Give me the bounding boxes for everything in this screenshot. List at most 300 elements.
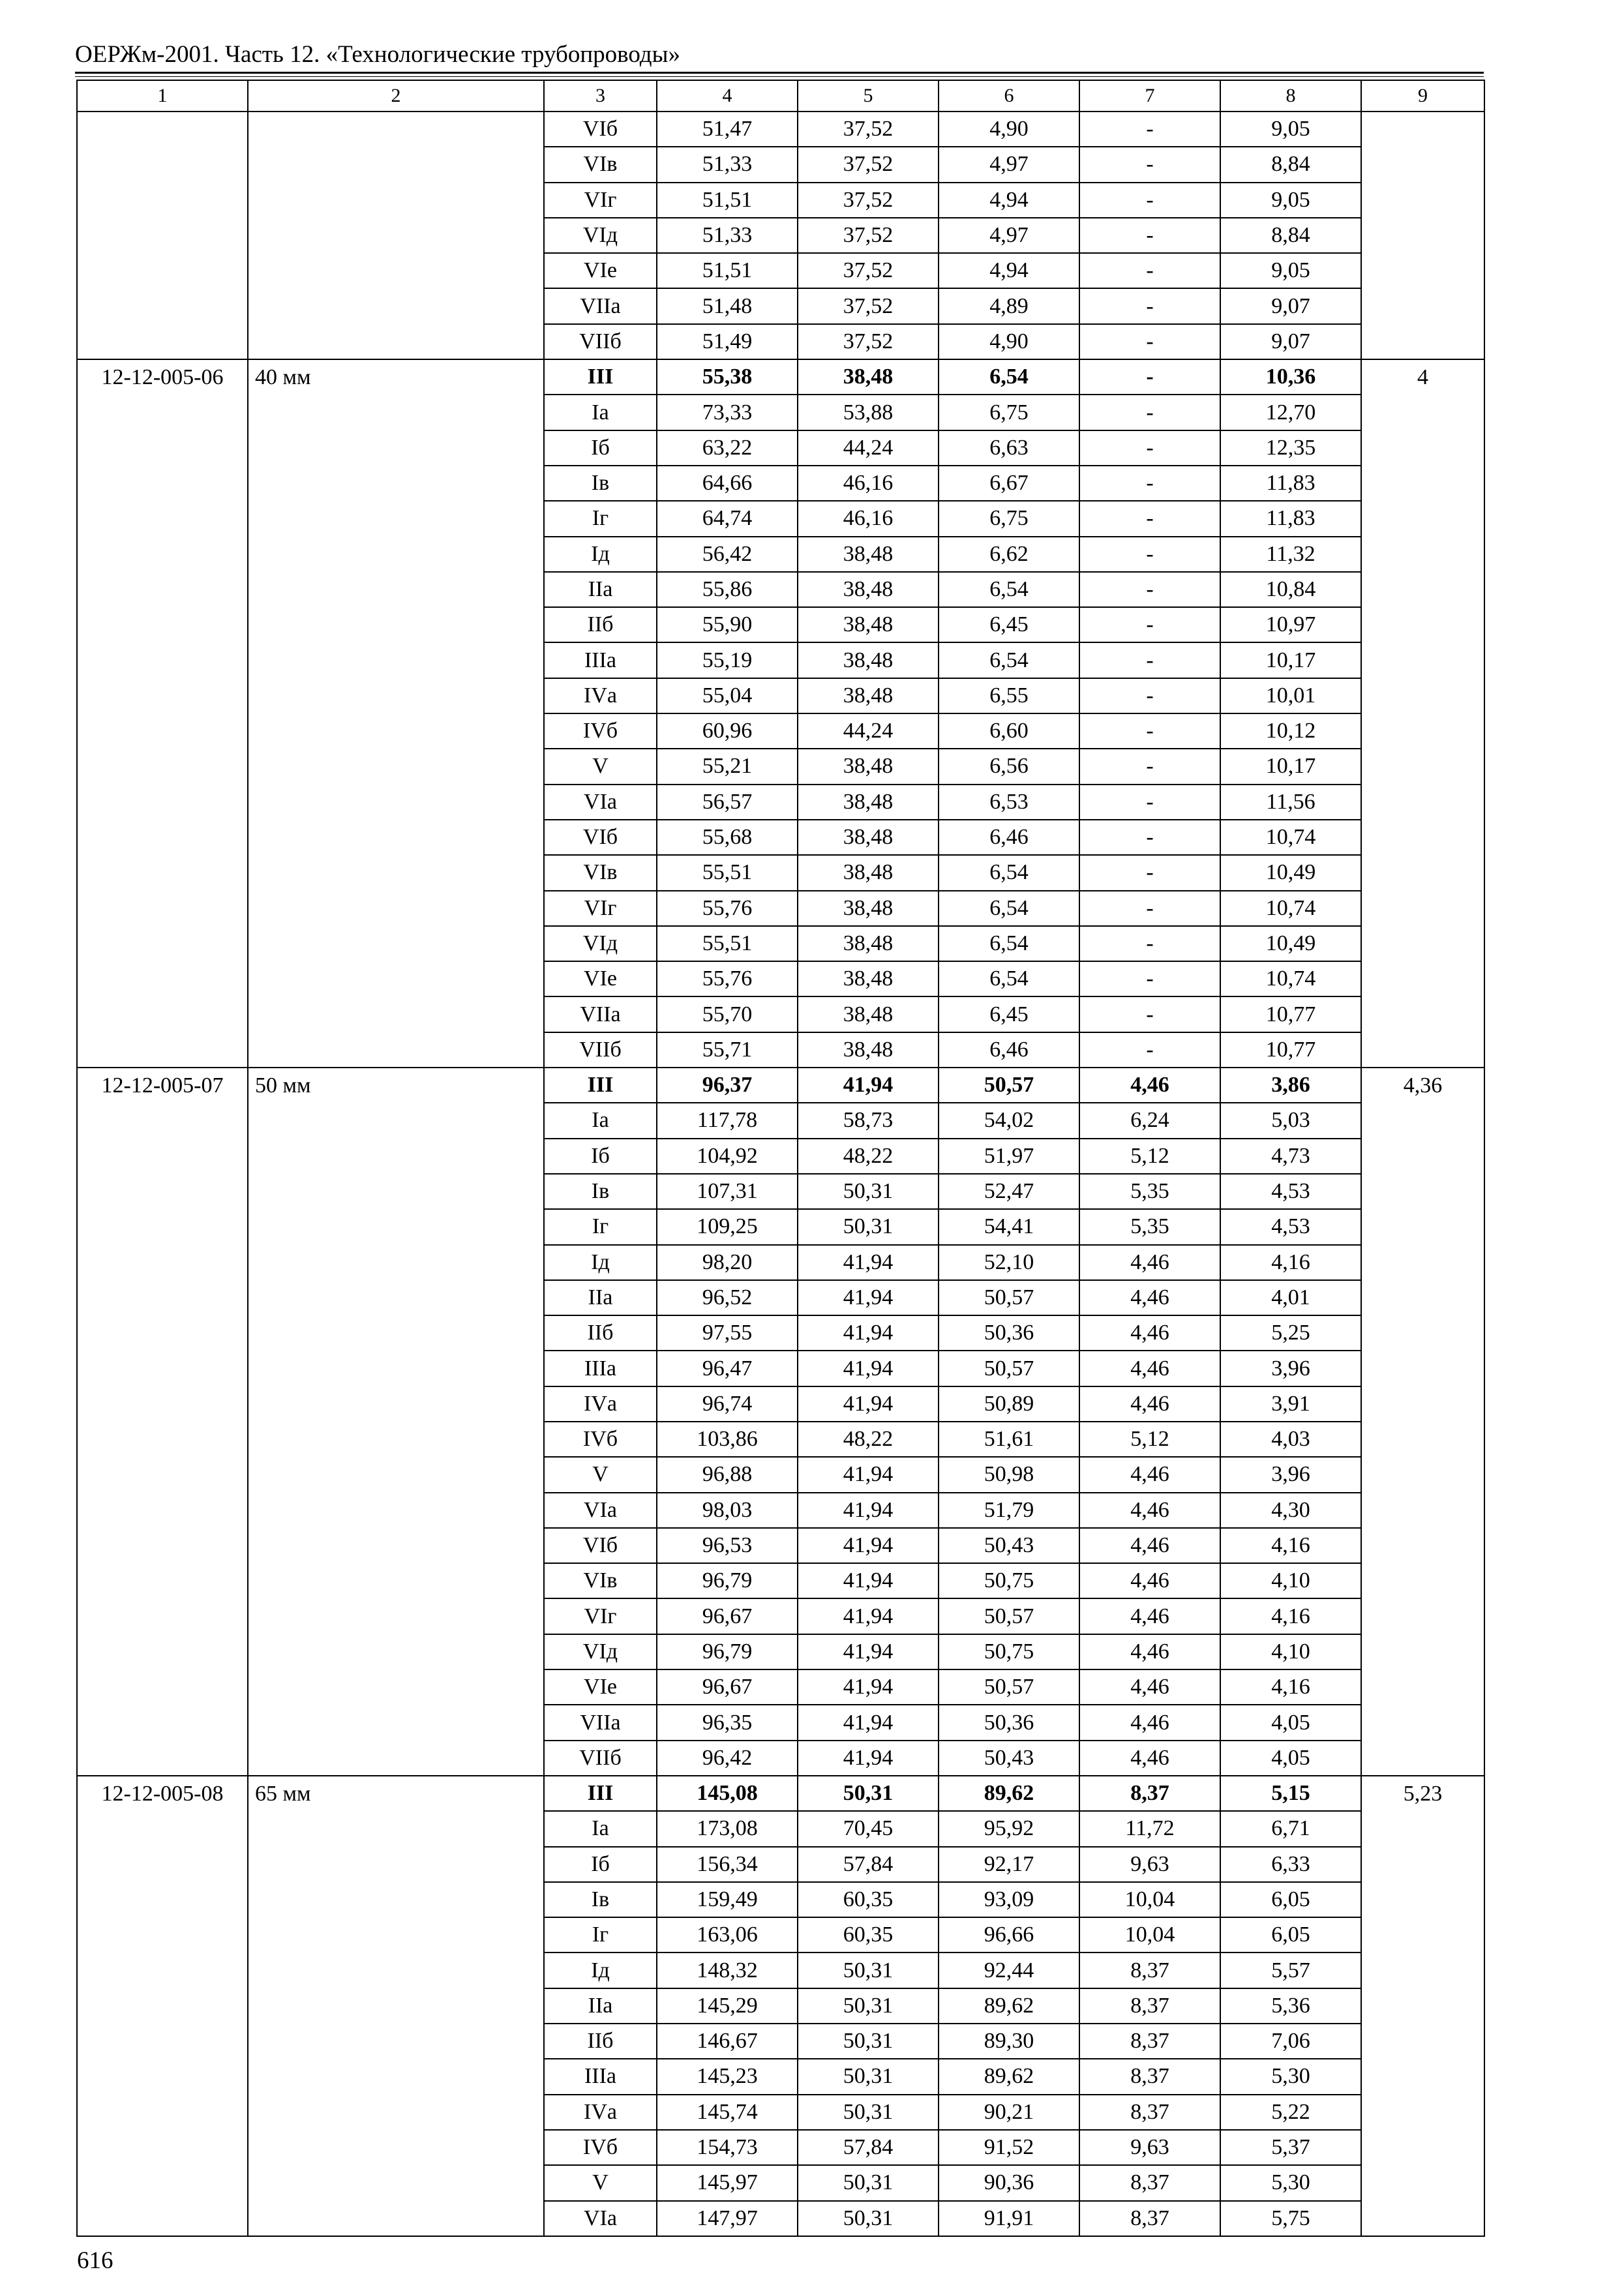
value-cell-col8: 5,36 (1220, 1988, 1361, 2024)
zone-cell: IVа (544, 2095, 657, 2130)
value-cell-col7: - (1079, 1032, 1220, 1068)
value-cell-col5: 37,52 (798, 288, 939, 323)
column-header-row (77, 80, 1484, 112)
value-cell-col6: 52,10 (939, 1245, 1079, 1280)
zone-cell: Iг (544, 1209, 657, 1244)
value-cell-col4: 64,74 (657, 501, 798, 536)
value-cell-col4: 51,48 (657, 288, 798, 323)
value-cell-col8: 4,53 (1220, 1209, 1361, 1244)
zone-cell: IIа (544, 1988, 657, 2024)
value-cell-col7: - (1079, 395, 1220, 430)
zone-cell: Iг (544, 1917, 657, 1952)
value-cell-col8: 9,05 (1220, 183, 1361, 218)
value-cell-col8: 9,07 (1220, 324, 1361, 359)
value-cell-col7: 4,46 (1079, 1280, 1220, 1315)
value-cell-col8: 4,05 (1220, 1741, 1361, 1776)
value-cell-col7: 5,12 (1079, 1422, 1220, 1457)
value-cell-col6: 89,62 (939, 1776, 1079, 1811)
value-cell-col5: 50,31 (798, 2165, 939, 2200)
value-cell-col4: 103,86 (657, 1422, 798, 1457)
zone-cell: Iб (544, 1847, 657, 1882)
value-cell-col5: 38,48 (798, 678, 939, 713)
value-cell-col7: 9,63 (1079, 1847, 1220, 1882)
value-cell-col7: 10,04 (1079, 1882, 1220, 1917)
value-cell-col5: 50,31 (798, 1952, 939, 1988)
value-cell-col7: - (1079, 112, 1220, 147)
zone-cell: VIв (544, 1563, 657, 1598)
value-cell-col5: 41,94 (798, 1741, 939, 1776)
column-header-4: 4 (657, 80, 798, 112)
value-cell-col7: 4,46 (1079, 1493, 1220, 1528)
value-cell-col5: 41,94 (798, 1634, 939, 1669)
value-cell-col5: 37,52 (798, 147, 939, 182)
value-cell-col4: 60,96 (657, 713, 798, 749)
value-cell-col5: 38,48 (798, 642, 939, 678)
value-cell-col6: 6,55 (939, 678, 1079, 713)
value-cell-col6: 6,62 (939, 537, 1079, 572)
zone-cell: IIа (544, 1280, 657, 1315)
value-cell-col8: 5,22 (1220, 2095, 1361, 2130)
value-cell-col8: 4,16 (1220, 1245, 1361, 1280)
zone-cell: IVб (544, 713, 657, 749)
column-header-9: 9 (1361, 80, 1484, 112)
zone-cell: VIе (544, 1669, 657, 1705)
value-cell-col6: 6,54 (939, 642, 1079, 678)
value-cell-col8: 10,49 (1220, 926, 1361, 961)
value-cell-col8: 9,05 (1220, 253, 1361, 288)
value-cell-col8: 10,36 (1220, 359, 1361, 395)
value-cell-col6: 89,62 (939, 1988, 1079, 2024)
value-cell-col4: 146,67 (657, 2024, 798, 2059)
value-cell-col6: 51,97 (939, 1139, 1079, 1174)
column-header-5: 5 (798, 80, 939, 112)
value-cell-col7: - (1079, 147, 1220, 182)
value-cell-col8: 5,30 (1220, 2059, 1361, 2094)
value-cell-col5: 38,48 (798, 359, 939, 395)
value-cell-col4: 51,47 (657, 112, 798, 147)
zone-cell: IIIа (544, 642, 657, 678)
value-cell-col6: 50,57 (939, 1068, 1079, 1103)
zone-cell: VIIа (544, 996, 657, 1032)
value-cell-col5: 48,22 (798, 1139, 939, 1174)
value-cell-col4: 51,51 (657, 253, 798, 288)
zone-cell: VIе (544, 253, 657, 288)
value-cell-col4: 96,79 (657, 1563, 798, 1598)
value-cell-col8: 10,77 (1220, 1032, 1361, 1068)
value-cell-col4: 148,32 (657, 1952, 798, 1988)
value-cell-col7: 11,72 (1079, 1811, 1220, 1846)
column-header-1: 1 (77, 80, 248, 112)
page-header: ОЕРЖм-2001. Часть 12. «Технологические трубопроводы» (75, 41, 680, 68)
col9-cell: 4 (1361, 359, 1484, 1068)
value-cell-col5: 48,22 (798, 1422, 939, 1457)
value-cell-col4: 55,38 (657, 359, 798, 395)
value-cell-col4: 55,71 (657, 1032, 798, 1068)
value-cell-col6: 4,90 (939, 112, 1079, 147)
value-cell-col5: 38,48 (798, 607, 939, 642)
value-cell-col6: 95,92 (939, 1811, 1079, 1846)
zone-cell: IIIа (544, 1351, 657, 1386)
zone-cell: VIд (544, 1634, 657, 1669)
value-cell-col4: 147,97 (657, 2201, 798, 2236)
value-cell-col8: 11,83 (1220, 466, 1361, 501)
value-cell-col6: 50,57 (939, 1280, 1079, 1315)
value-cell-col7: 8,37 (1079, 1776, 1220, 1811)
value-cell-col7: 8,37 (1079, 2201, 1220, 2236)
value-cell-col8: 4,30 (1220, 1493, 1361, 1528)
column-header-8: 8 (1220, 80, 1361, 112)
value-cell-col6: 6,54 (939, 359, 1079, 395)
value-cell-col8: 5,57 (1220, 1952, 1361, 1988)
value-cell-col7: 4,46 (1079, 1705, 1220, 1740)
zone-cell: VIд (544, 218, 657, 253)
value-cell-col4: 96,74 (657, 1386, 798, 1422)
value-cell-col6: 89,30 (939, 2024, 1079, 2059)
zone-cell: VIIб (544, 1741, 657, 1776)
value-cell-col8: 4,05 (1220, 1705, 1361, 1740)
value-cell-col5: 41,94 (798, 1280, 939, 1315)
value-cell-col5: 41,94 (798, 1351, 939, 1386)
value-cell-col6: 50,57 (939, 1351, 1079, 1386)
value-cell-col7: 8,37 (1079, 2024, 1220, 2059)
value-cell-col5: 41,94 (798, 1598, 939, 1634)
value-cell-col6: 6,67 (939, 466, 1079, 501)
value-cell-col7: 4,46 (1079, 1315, 1220, 1351)
zone-cell: VIг (544, 1598, 657, 1634)
diameter-cell: 40 мм (248, 359, 544, 1068)
rate-code-cell: 12-12-005-06 (77, 359, 248, 1068)
zone-cell: VIв (544, 855, 657, 890)
value-cell-col4: 55,19 (657, 642, 798, 678)
value-cell-col4: 55,86 (657, 572, 798, 607)
value-cell-col7: 4,46 (1079, 1634, 1220, 1669)
zone-cell: IVб (544, 2130, 657, 2165)
zone-cell: IIб (544, 1315, 657, 1351)
value-cell-col8: 10,49 (1220, 855, 1361, 890)
value-cell-col4: 145,74 (657, 2095, 798, 2130)
rate-code-cell: 12-12-005-08 (77, 1776, 248, 2236)
value-cell-col8: 12,70 (1220, 395, 1361, 430)
zone-cell: III (544, 359, 657, 395)
column-header-6: 6 (939, 80, 1079, 112)
value-cell-col7: - (1079, 855, 1220, 890)
value-cell-col5: 41,94 (798, 1563, 939, 1598)
value-cell-col5: 38,48 (798, 537, 939, 572)
value-cell-col8: 11,83 (1220, 501, 1361, 536)
value-cell-col5: 46,16 (798, 501, 939, 536)
value-cell-col4: 55,90 (657, 607, 798, 642)
value-cell-col5: 41,94 (798, 1068, 939, 1103)
rates-table-body (77, 80, 1484, 2236)
value-cell-col6: 50,75 (939, 1634, 1079, 1669)
value-cell-col7: 5,35 (1079, 1209, 1220, 1244)
value-cell-col8: 6,71 (1220, 1811, 1361, 1846)
value-cell-col5: 38,48 (798, 749, 939, 784)
value-cell-col7: 10,04 (1079, 1917, 1220, 1952)
zone-cell: Iд (544, 1952, 657, 1988)
value-cell-col4: 51,51 (657, 183, 798, 218)
value-cell-col8: 4,03 (1220, 1422, 1361, 1457)
value-cell-col6: 51,61 (939, 1422, 1079, 1457)
value-cell-col4: 96,67 (657, 1598, 798, 1634)
value-cell-col4: 55,51 (657, 855, 798, 890)
value-cell-col7: 4,46 (1079, 1669, 1220, 1705)
value-cell-col7: 4,46 (1079, 1068, 1220, 1103)
value-cell-col6: 50,57 (939, 1598, 1079, 1634)
table-row (77, 1776, 1484, 1811)
value-cell-col4: 56,42 (657, 537, 798, 572)
zone-cell: VIг (544, 891, 657, 926)
zone-cell: VIг (544, 183, 657, 218)
value-cell-col7: 5,12 (1079, 1139, 1220, 1174)
zone-cell: VIа (544, 2201, 657, 2236)
value-cell-col4: 145,29 (657, 1988, 798, 2024)
value-cell-col7: 4,46 (1079, 1351, 1220, 1386)
value-cell-col4: 98,20 (657, 1245, 798, 1280)
value-cell-col5: 50,31 (798, 2059, 939, 2094)
value-cell-col7: - (1079, 820, 1220, 855)
value-cell-col8: 10,17 (1220, 749, 1361, 784)
zone-cell: Iд (544, 537, 657, 572)
value-cell-col7: 4,46 (1079, 1457, 1220, 1492)
value-cell-col5: 37,52 (798, 218, 939, 253)
col9-cell-empty (1361, 112, 1484, 359)
zone-cell: VIд (544, 926, 657, 961)
value-cell-col7: 4,46 (1079, 1741, 1220, 1776)
diameter-cell: 65 мм (248, 1776, 544, 2236)
value-cell-col5: 37,52 (798, 183, 939, 218)
value-cell-col5: 41,94 (798, 1386, 939, 1422)
value-cell-col8: 3,91 (1220, 1386, 1361, 1422)
column-header-3: 3 (544, 80, 657, 112)
value-cell-col5: 46,16 (798, 466, 939, 501)
zone-cell: VIIа (544, 1705, 657, 1740)
zone-cell: V (544, 1457, 657, 1492)
value-cell-col7: 6,24 (1079, 1103, 1220, 1138)
value-cell-col5: 38,48 (798, 926, 939, 961)
value-cell-col6: 90,21 (939, 2095, 1079, 2130)
value-cell-col5: 58,73 (798, 1103, 939, 1138)
table-row (77, 1068, 1484, 1103)
zone-cell: Iв (544, 466, 657, 501)
value-cell-col6: 91,52 (939, 2130, 1079, 2165)
value-cell-col6: 6,54 (939, 891, 1079, 926)
zone-cell: Iд (544, 1245, 657, 1280)
value-cell-col5: 38,48 (798, 996, 939, 1032)
value-cell-col4: 163,06 (657, 1917, 798, 1952)
value-cell-col5: 57,84 (798, 2130, 939, 2165)
value-cell-col4: 104,92 (657, 1139, 798, 1174)
value-cell-col6: 6,46 (939, 820, 1079, 855)
table-row (77, 359, 1484, 395)
value-cell-col7: - (1079, 607, 1220, 642)
value-cell-col8: 5,25 (1220, 1315, 1361, 1351)
col9-cell: 4,36 (1361, 1068, 1484, 1776)
value-cell-col6: 96,66 (939, 1917, 1079, 1952)
value-cell-col8: 9,07 (1220, 288, 1361, 323)
value-cell-col8: 7,06 (1220, 2024, 1361, 2059)
value-cell-col4: 51,33 (657, 218, 798, 253)
value-cell-col8: 4,16 (1220, 1669, 1361, 1705)
page-number: 616 (77, 2247, 113, 2274)
value-cell-col8: 5,30 (1220, 2165, 1361, 2200)
value-cell-col8: 6,33 (1220, 1847, 1361, 1882)
zone-cell: IIб (544, 2024, 657, 2059)
value-cell-col8: 11,32 (1220, 537, 1361, 572)
value-cell-col4: 55,70 (657, 996, 798, 1032)
value-cell-col4: 96,79 (657, 1634, 798, 1669)
value-cell-col5: 38,48 (798, 572, 939, 607)
value-cell-col6: 91,91 (939, 2201, 1079, 2236)
header-rule (75, 72, 1484, 74)
value-cell-col5: 41,94 (798, 1669, 939, 1705)
value-cell-col8: 10,17 (1220, 642, 1361, 678)
value-cell-col8: 12,35 (1220, 430, 1361, 466)
value-cell-col7: - (1079, 253, 1220, 288)
value-cell-col4: 145,23 (657, 2059, 798, 2094)
value-cell-col4: 96,88 (657, 1457, 798, 1492)
value-cell-col4: 55,68 (657, 820, 798, 855)
value-cell-col6: 4,94 (939, 253, 1079, 288)
zone-cell: VIв (544, 147, 657, 182)
value-cell-col7: - (1079, 466, 1220, 501)
value-cell-col7: 5,35 (1079, 1174, 1220, 1209)
diameter-cell: 50 мм (248, 1068, 544, 1776)
value-cell-col4: 117,78 (657, 1103, 798, 1138)
column-header-7: 7 (1079, 80, 1220, 112)
value-cell-col5: 38,48 (798, 891, 939, 926)
value-cell-col6: 50,98 (939, 1457, 1079, 1492)
zone-cell: VIIб (544, 1032, 657, 1068)
header-rule-thin (75, 76, 1484, 77)
value-cell-col6: 92,17 (939, 1847, 1079, 1882)
value-cell-col4: 107,31 (657, 1174, 798, 1209)
value-cell-col4: 55,76 (657, 891, 798, 926)
value-cell-col6: 51,79 (939, 1493, 1079, 1528)
value-cell-col6: 50,75 (939, 1563, 1079, 1598)
value-cell-col7: 4,46 (1079, 1598, 1220, 1634)
value-cell-col8: 4,10 (1220, 1563, 1361, 1598)
value-cell-col4: 55,76 (657, 961, 798, 996)
value-cell-col7: 4,46 (1079, 1563, 1220, 1598)
value-cell-col5: 38,48 (798, 855, 939, 890)
value-cell-col5: 50,31 (798, 1174, 939, 1209)
zone-cell: III (544, 1776, 657, 1811)
value-cell-col6: 4,90 (939, 324, 1079, 359)
value-cell-col8: 4,01 (1220, 1280, 1361, 1315)
value-cell-col8: 10,74 (1220, 891, 1361, 926)
zone-cell: VIа (544, 785, 657, 820)
value-cell-col5: 38,48 (798, 961, 939, 996)
value-cell-col5: 41,94 (798, 1493, 939, 1528)
value-cell-col4: 145,08 (657, 1776, 798, 1811)
value-cell-col5: 41,94 (798, 1245, 939, 1280)
zone-cell: VIб (544, 1528, 657, 1563)
value-cell-col7: - (1079, 572, 1220, 607)
value-cell-col6: 93,09 (939, 1882, 1079, 1917)
value-cell-col6: 90,36 (939, 2165, 1079, 2200)
value-cell-col8: 10,97 (1220, 607, 1361, 642)
value-cell-col6: 6,45 (939, 607, 1079, 642)
value-cell-col8: 9,05 (1220, 112, 1361, 147)
value-cell-col7: 8,37 (1079, 2059, 1220, 2094)
value-cell-col8: 8,84 (1220, 147, 1361, 182)
value-cell-col5: 50,31 (798, 1776, 939, 1811)
value-cell-col5: 50,31 (798, 2095, 939, 2130)
zone-cell: IVа (544, 1386, 657, 1422)
value-cell-col6: 6,54 (939, 572, 1079, 607)
diameter-cell-empty (248, 112, 544, 359)
value-cell-col6: 6,63 (939, 430, 1079, 466)
value-cell-col5: 60,35 (798, 1882, 939, 1917)
value-cell-col8: 4,73 (1220, 1139, 1361, 1174)
value-cell-col8: 5,15 (1220, 1776, 1361, 1811)
zone-cell: VIа (544, 1493, 657, 1528)
column-header-2: 2 (248, 80, 544, 112)
value-cell-col4: 159,49 (657, 1882, 798, 1917)
value-cell-col6: 6,60 (939, 713, 1079, 749)
value-cell-col8: 10,77 (1220, 996, 1361, 1032)
rates-table (76, 80, 1485, 2237)
value-cell-col4: 173,08 (657, 1811, 798, 1846)
zone-cell: VIб (544, 820, 657, 855)
value-cell-col5: 50,31 (798, 2201, 939, 2236)
value-cell-col6: 6,45 (939, 996, 1079, 1032)
value-cell-col6: 4,97 (939, 147, 1079, 182)
value-cell-col4: 96,42 (657, 1741, 798, 1776)
zone-cell: Iг (544, 501, 657, 536)
zone-cell: V (544, 749, 657, 784)
value-cell-col6: 50,89 (939, 1386, 1079, 1422)
table-row (77, 112, 1484, 147)
value-cell-col6: 92,44 (939, 1952, 1079, 1988)
value-cell-col7: 8,37 (1079, 1952, 1220, 1988)
value-cell-col4: 96,52 (657, 1280, 798, 1315)
value-cell-col6: 6,54 (939, 961, 1079, 996)
value-cell-col7: - (1079, 749, 1220, 784)
zone-cell: VIIа (544, 288, 657, 323)
rate-code-cell: 12-12-005-07 (77, 1068, 248, 1776)
value-cell-col7: 9,63 (1079, 2130, 1220, 2165)
value-cell-col5: 50,31 (798, 2024, 939, 2059)
value-cell-col8: 4,16 (1220, 1598, 1361, 1634)
zone-cell: Iа (544, 1811, 657, 1846)
value-cell-col5: 50,31 (798, 1988, 939, 2024)
value-cell-col6: 89,62 (939, 2059, 1079, 2094)
value-cell-col6: 50,43 (939, 1741, 1079, 1776)
value-cell-col4: 55,21 (657, 749, 798, 784)
value-cell-col7: - (1079, 891, 1220, 926)
value-cell-col6: 50,36 (939, 1315, 1079, 1351)
value-cell-col5: 53,88 (798, 395, 939, 430)
zone-cell: VIе (544, 961, 657, 996)
value-cell-col8: 10,74 (1220, 820, 1361, 855)
value-cell-col7: - (1079, 961, 1220, 996)
value-cell-col4: 96,67 (657, 1669, 798, 1705)
value-cell-col4: 55,04 (657, 678, 798, 713)
value-cell-col6: 50,43 (939, 1528, 1079, 1563)
value-cell-col7: 8,37 (1079, 1988, 1220, 2024)
zone-cell: Iб (544, 1139, 657, 1174)
zone-cell: V (544, 2165, 657, 2200)
value-cell-col6: 54,02 (939, 1103, 1079, 1138)
value-cell-col8: 10,84 (1220, 572, 1361, 607)
value-cell-col7: 8,37 (1079, 2165, 1220, 2200)
value-cell-col4: 64,66 (657, 466, 798, 501)
value-cell-col8: 3,96 (1220, 1351, 1361, 1386)
value-cell-col4: 156,34 (657, 1847, 798, 1882)
value-cell-col4: 51,49 (657, 324, 798, 359)
